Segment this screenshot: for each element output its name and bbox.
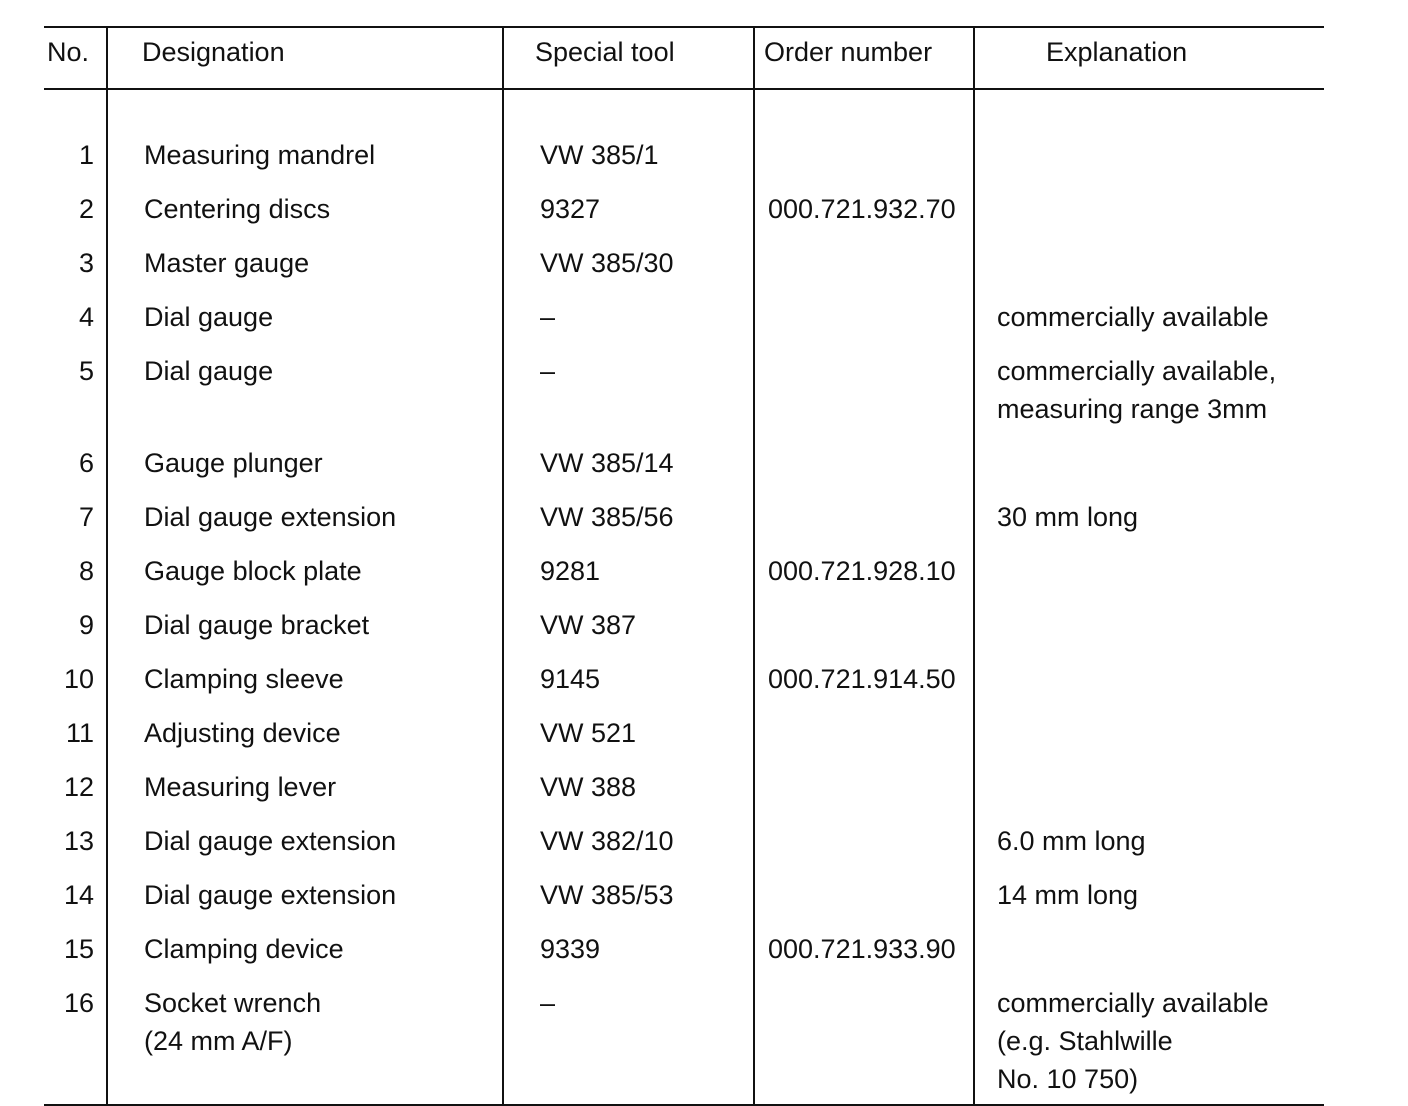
header-special-tool: Special tool — [535, 37, 675, 67]
special-tool-cell: VW 385/14 — [540, 448, 674, 478]
special-tool-cell: VW 385/1 — [540, 140, 659, 170]
table-top-rule — [44, 26, 1324, 28]
special-tool-cell: VW 521 — [540, 718, 637, 748]
designation-cell: Centering discs — [144, 194, 331, 224]
header-designation: Designation — [142, 37, 285, 67]
special-tool-cell: VW 385/53 — [540, 880, 674, 910]
order-number-cell: 000.721.914.50 — [768, 664, 956, 694]
designation-cell: Clamping sleeve — [144, 664, 344, 694]
explanation-cell-line-2: (e.g. Stahlwille — [997, 1026, 1173, 1056]
row-number: 14 — [63, 880, 94, 910]
designation-cell: Master gauge — [144, 248, 310, 278]
row-number: 8 — [78, 556, 94, 586]
explanation-cell: 30 mm long — [997, 502, 1139, 532]
header-order-number: Order number — [764, 37, 933, 67]
designation-cell: Gauge plunger — [144, 448, 323, 478]
order-number-cell: 000.721.928.10 — [768, 556, 956, 586]
designation-cell: Dial gauge — [144, 356, 274, 386]
row-number: 15 — [63, 934, 94, 964]
header-bottom-rule — [44, 88, 1324, 90]
designation-cell: Measuring mandrel — [144, 140, 376, 170]
special-tool-cell: VW 388 — [540, 772, 637, 802]
row-number: 1 — [78, 140, 94, 170]
explanation-cell-line-3: No. 10 750) — [997, 1064, 1139, 1094]
row-number: 10 — [63, 664, 94, 694]
designation-cell: Adjusting device — [144, 718, 341, 748]
row-number: 3 — [78, 248, 94, 278]
special-tool-cell: – — [540, 356, 556, 386]
order-number-cell: 000.721.933.90 — [768, 934, 956, 964]
special-tool-cell: 9339 — [540, 934, 601, 964]
explanation-cell: commercially available, — [997, 356, 1277, 386]
column-divider — [973, 26, 975, 1106]
explanation-cell: 14 mm long — [997, 880, 1139, 910]
explanation-cell: 6.0 mm long — [997, 826, 1146, 856]
explanation-cell: commercially available — [997, 988, 1269, 1018]
special-tool-cell: – — [540, 988, 556, 1018]
designation-cell: Dial gauge bracket — [144, 610, 370, 640]
designation-cell: Dial gauge extension — [144, 502, 397, 532]
special-tool-cell: VW 382/10 — [540, 826, 674, 856]
row-number: 5 — [78, 356, 94, 386]
special-tool-cell: VW 387 — [540, 610, 637, 640]
explanation-cell-line-2: measuring range 3mm — [997, 394, 1268, 424]
header-no: No. — [47, 37, 90, 67]
special-tool-cell: – — [540, 302, 556, 332]
row-number: 16 — [63, 988, 94, 1018]
order-number-cell: 000.721.932.70 — [768, 194, 956, 224]
designation-cell-line-2: (24 mm A/F) — [144, 1026, 293, 1056]
column-divider — [753, 26, 755, 1106]
header-explanation: Explanation — [1046, 37, 1188, 67]
designation-cell: Socket wrench — [144, 988, 322, 1018]
special-tool-cell: 9327 — [540, 194, 601, 224]
designation-cell: Clamping device — [144, 934, 344, 964]
special-tool-cell: VW 385/30 — [540, 248, 674, 278]
designation-cell: Dial gauge extension — [144, 826, 397, 856]
designation-cell: Measuring lever — [144, 772, 337, 802]
column-divider — [502, 26, 504, 1106]
column-divider — [106, 26, 108, 1106]
row-number: 2 — [78, 194, 94, 224]
designation-cell: Gauge block plate — [144, 556, 362, 586]
designation-cell: Dial gauge — [144, 302, 274, 332]
row-number: 4 — [78, 302, 94, 332]
row-number: 9 — [78, 610, 94, 640]
special-tool-cell: 9281 — [540, 556, 601, 586]
row-number: 6 — [78, 448, 94, 478]
special-tool-cell: 9145 — [540, 664, 601, 694]
explanation-cell: commercially available — [997, 302, 1269, 332]
special-tool-cell: VW 385/56 — [540, 502, 674, 532]
row-number: 11 — [65, 718, 94, 748]
row-number: 7 — [78, 502, 94, 532]
row-number: 13 — [63, 826, 94, 856]
row-number: 12 — [63, 772, 94, 802]
designation-cell: Dial gauge extension — [144, 880, 397, 910]
